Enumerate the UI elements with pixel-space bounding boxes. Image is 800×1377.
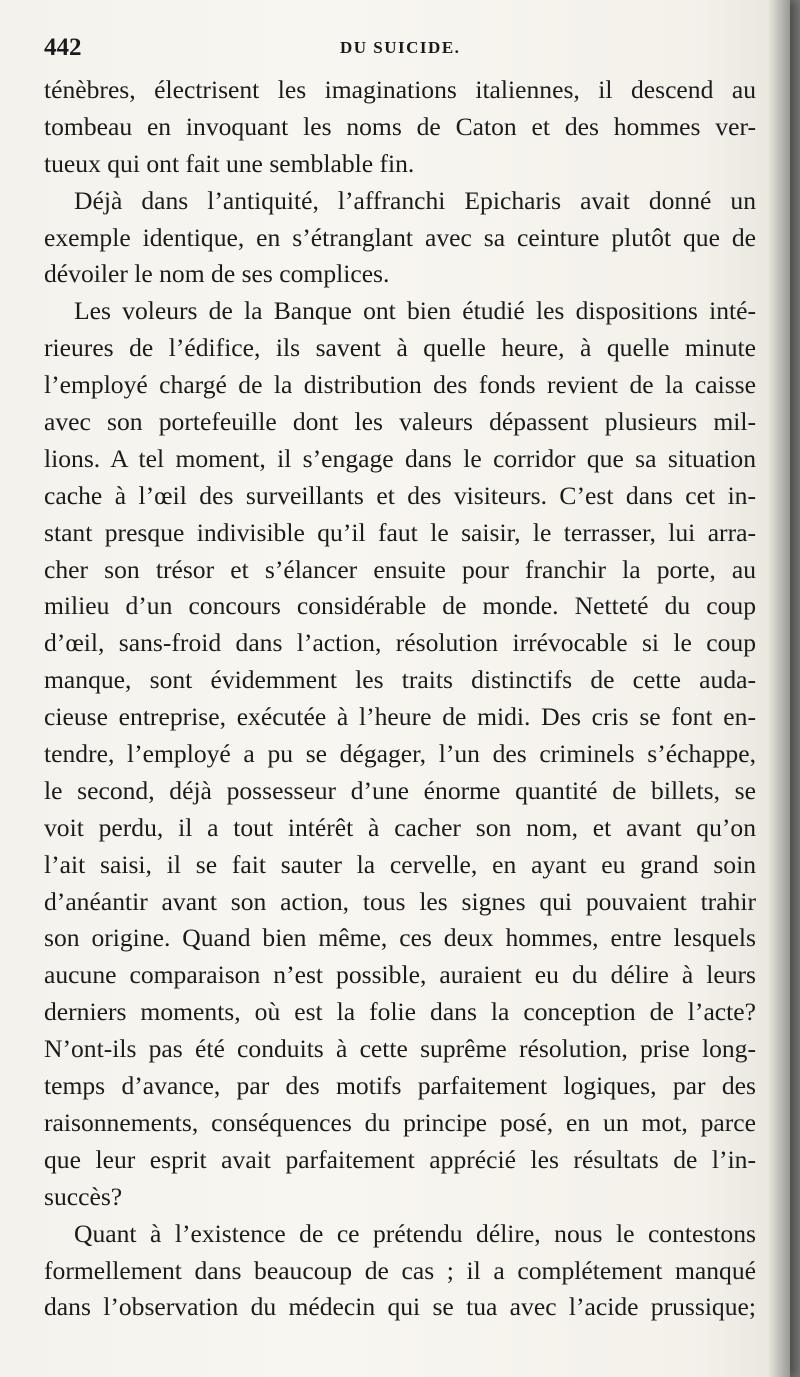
text-line: tombeau en invoquant les noms de Caton et des hommes ver-: [44, 111, 756, 141]
text-line: tendre, l’employé a pu se dégager, l’un des criminels s’échappe,: [44, 739, 756, 769]
page-edge-shadow: [768, 0, 790, 1377]
text-line: Quant à l’existence de ce prétendu délire, nous le contestons: [74, 1218, 756, 1248]
text-line: l’ait saisi, il se fait sauter la cervelle, en ayant eu grand soin: [44, 849, 756, 879]
text-line: temps d’avance, par des motifs parfaitement logiques, par des: [44, 1071, 756, 1101]
text-line: d’anéantir avant son action, tous les signes qui pouvaient trahir: [44, 886, 756, 916]
text-line: ténèbres, électrisent les imaginations italiennes, il descend au: [44, 75, 756, 104]
text-line: tueux qui ont fait une semblable fin.: [44, 148, 415, 178]
text-line: dévoiler le nom de ses complices.: [44, 259, 390, 289]
paragraph: [44, 293, 756, 1215]
text-line: cieuse entreprise, exécutée à l’heure de midi. Des cris se font en-: [44, 702, 756, 732]
text-line: l’employé chargé de la distribution des fonds revient de la caisse: [44, 370, 756, 400]
text-line: cher son trésor et s’élancer ensuite pour franchir la porte, au: [44, 554, 756, 584]
text-line: aucune comparaison n’est possible, auraient eu du délire à leurs: [44, 960, 756, 990]
text-line: rieures de l’édifice, ils savent à quelle heure, à quelle minute: [44, 333, 756, 363]
text-line: Déjà dans l’antiquité, l’affranchi Epicharis avait donné un: [74, 185, 756, 215]
body-text: [44, 72, 756, 1326]
text-line: milieu d’un concours considérable de monde. Netteté du coup: [44, 591, 756, 621]
page-number: 442: [44, 34, 82, 61]
page-header: [44, 34, 744, 60]
text-line: derniers moments, où est la folie dans la conception de l’acte?: [44, 997, 756, 1027]
text-line: d’œil, sans-froid dans l’action, résolution irrévocable si le coup: [44, 628, 756, 658]
text-line: manque, sont évidemment les traits distinctifs de cette auda-: [44, 665, 756, 695]
text-line: son origine. Quand bien même, ces deux hommes, entre lesquels: [44, 923, 756, 953]
text-line: dans l’observation du médecin qui se tua avec l’acide prussique;: [44, 1292, 756, 1322]
text-line: formellement dans beaucoup de cas ; il a complétement manqué: [44, 1255, 756, 1285]
running-head: DU SUICIDE.: [340, 38, 461, 57]
text-line: cache à l’œil des surveillants et des visiteurs. C’est dans cet in-: [44, 480, 756, 510]
text-line: N’ont-ils pas été conduits à cette suprême résolution, prise long-: [44, 1034, 756, 1064]
text-line: Les voleurs de la Banque ont bien étudié les dispositions inté-: [74, 296, 756, 326]
text-line: succès?: [44, 1181, 123, 1211]
text-line: avec son portefeuille dont les valeurs dépassent plusieurs mil-: [44, 407, 756, 437]
text-line: le second, déjà possesseur d’une énorme quantité de billets, se: [44, 775, 756, 805]
text-line: stant presque indivisible qu’il faut le saisir, le terrasser, lui arra-: [44, 517, 756, 547]
text-line: voit perdu, il a tout intérêt à cacher son nom, et avant qu’on: [44, 812, 756, 842]
paragraph: [44, 1216, 756, 1327]
paragraph: [44, 183, 756, 294]
paragraph: [44, 72, 756, 183]
text-line: exemple identique, en s’étranglant avec sa ceinture plutôt que de: [44, 222, 756, 252]
text-line: lions. A tel moment, il s’engage dans le corridor que sa situation: [44, 443, 756, 473]
text-line: que leur esprit avait parfaitement apprécié les résultats de l’in-: [44, 1144, 756, 1174]
text-line: raisonnements, conséquences du principe posé, en un mot, parce: [44, 1107, 756, 1137]
